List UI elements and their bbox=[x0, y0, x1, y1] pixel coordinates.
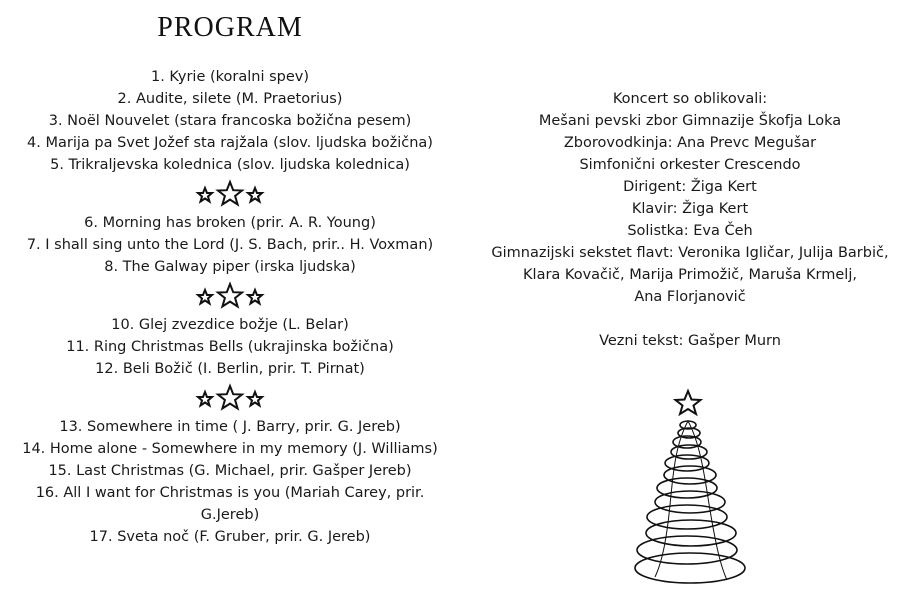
three-stars-icon bbox=[195, 383, 265, 413]
program-item: 10. Glej zvezdice božje (L. Belar) bbox=[111, 317, 349, 333]
credits-line: Klara Kovačič, Marija Primožič, Maruša Krmelj, bbox=[523, 267, 857, 283]
program-group-4 bbox=[0, 416, 460, 548]
program-list bbox=[0, 66, 460, 548]
narration-credit: Vezni tekst: Gašper Murn bbox=[599, 333, 781, 349]
program-item: 11. Ring Christmas Bells (ukrajinska božična) bbox=[66, 339, 394, 355]
credits-line: Ana Florjanovič bbox=[634, 289, 746, 305]
credits-line: Klavir: Žiga Kert bbox=[631, 201, 749, 217]
program-group-2 bbox=[0, 212, 460, 278]
program-group-3 bbox=[0, 314, 460, 380]
stars-divider-icon bbox=[0, 380, 460, 416]
program-item: 15. Last Christmas (G. Michael, prir. Gašper Jereb) bbox=[48, 463, 412, 479]
program-item: G.Jereb) bbox=[200, 507, 260, 523]
program-item: 3. Noël Nouvelet (stara francoska božična pesem) bbox=[48, 113, 412, 129]
stars-divider-icon bbox=[0, 278, 460, 314]
credits-line: Dirigent: Žiga Kert bbox=[623, 179, 757, 195]
program-item: 7. I shall sing unto the Lord (J. S. Bach, prir.. H. Voxman) bbox=[26, 237, 434, 253]
program-group-1 bbox=[0, 66, 460, 176]
credits-line: Gimnazijski sekstet flavt: Veronika Igličar, Julija Barbič, bbox=[491, 245, 889, 261]
credits bbox=[470, 88, 910, 352]
program-item: 5. Trikraljevska kolednica (slov. ljudska kolednica) bbox=[50, 157, 410, 173]
program-item: 1. Kyrie (koralni spev) bbox=[150, 69, 310, 85]
program-item: 2. Audite, silete (M. Praetorius) bbox=[117, 91, 343, 107]
three-stars-icon bbox=[195, 281, 265, 311]
spiral-christmas-tree-icon bbox=[615, 385, 765, 595]
three-stars-icon bbox=[195, 179, 265, 209]
credits-line: Mešani pevski zbor Gimnazije Škofja Loka bbox=[538, 113, 842, 129]
credits-line: Solistka: Eva Čeh bbox=[627, 223, 753, 239]
stars-divider-icon bbox=[0, 176, 460, 212]
program-item: 16. All I want for Christmas is you (Mariah Carey, prir. bbox=[35, 485, 425, 501]
program-item: 17. Sveta noč (F. Gruber, prir. G. Jereb) bbox=[89, 529, 371, 545]
program-title: PROGRAM bbox=[157, 12, 303, 43]
program-item: 12. Beli Božič (I. Berlin, prir. T. Pirnat) bbox=[95, 361, 365, 377]
credits-heading: Koncert so oblikovali: bbox=[612, 91, 768, 107]
credits-line: Simfonični orkester Crescendo bbox=[579, 157, 801, 173]
program-item: 4. Marija pa Svet Jožef sta rajžala (slov. ljudska božična) bbox=[27, 135, 433, 151]
program-item: 8. The Galway piper (irska ljudska) bbox=[104, 259, 356, 275]
program-item: 13. Somewhere in time ( J. Barry, prir. G. Jereb) bbox=[59, 419, 401, 435]
credits-line: Zborovodkinja: Ana Prevc Megušar bbox=[563, 135, 817, 151]
program-item: 6. Morning has broken (prir. A. R. Young) bbox=[84, 215, 376, 231]
program-item: 14. Home alone - Somewhere in my memory (J. Williams) bbox=[22, 441, 438, 457]
